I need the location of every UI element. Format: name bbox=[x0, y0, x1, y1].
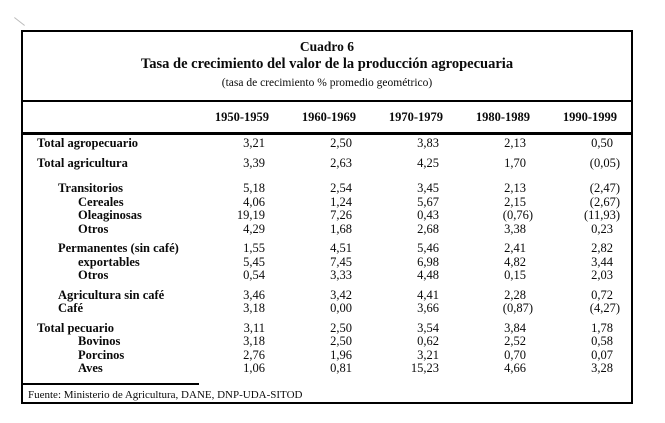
cell-value: (2,47) bbox=[589, 181, 620, 195]
cell-value: 1,78 bbox=[591, 320, 613, 335]
cell-value: 2,54 bbox=[330, 181, 352, 195]
cell-value: 3,21 bbox=[243, 136, 265, 150]
value-cell bbox=[533, 349, 620, 363]
value-cell bbox=[359, 362, 446, 376]
table-caption: Cuadro 6 bbox=[299, 39, 355, 54]
cell-value: 4,29 bbox=[243, 221, 265, 236]
column-header-row bbox=[23, 102, 631, 135]
cell-value: 0,00 bbox=[330, 301, 352, 315]
value-cell bbox=[185, 157, 272, 171]
cell-value: (0,87) bbox=[502, 301, 533, 315]
cell-value: 5,45 bbox=[243, 254, 265, 269]
value-cell bbox=[533, 209, 620, 223]
cell-value: 3,39 bbox=[243, 155, 265, 170]
value-cell bbox=[359, 242, 446, 256]
value-cell bbox=[272, 362, 359, 376]
table-row bbox=[23, 289, 631, 303]
value-cell bbox=[359, 157, 446, 171]
value-cell bbox=[359, 269, 446, 283]
cell-value: 4,06 bbox=[243, 194, 265, 209]
value-cell bbox=[272, 196, 359, 210]
value-cell bbox=[446, 322, 533, 336]
table-row bbox=[23, 242, 631, 256]
cell-value: 3,38 bbox=[504, 221, 526, 236]
cell-value: (0,76) bbox=[502, 208, 533, 222]
table-row bbox=[23, 322, 631, 336]
cell-value: 0,50 bbox=[591, 136, 613, 150]
table-row bbox=[23, 349, 631, 363]
row-label: Otros bbox=[78, 268, 109, 282]
value-cell bbox=[272, 322, 359, 336]
table-row bbox=[23, 196, 631, 210]
cell-value: 0,58 bbox=[591, 334, 613, 348]
cell-value: 3,28 bbox=[591, 361, 613, 375]
value-cell bbox=[446, 196, 533, 210]
value-cell bbox=[446, 289, 533, 303]
row-label: Transitorios bbox=[58, 181, 124, 195]
value-cell bbox=[272, 157, 359, 171]
value-cell bbox=[359, 322, 446, 336]
cell-value: 1,55 bbox=[243, 241, 265, 255]
value-cell bbox=[185, 349, 272, 363]
cell-value: 5,18 bbox=[243, 181, 265, 195]
cell-value: 2,28 bbox=[504, 287, 526, 302]
value-cell bbox=[446, 256, 533, 270]
row-label: Porcinos bbox=[78, 347, 125, 362]
value-cell bbox=[446, 349, 533, 363]
table-body bbox=[23, 135, 631, 376]
value-cell bbox=[359, 349, 446, 363]
value-cell bbox=[446, 182, 533, 196]
cell-value: 5,67 bbox=[417, 194, 439, 209]
cell-value: 2,50 bbox=[330, 334, 352, 348]
value-cell bbox=[359, 137, 446, 151]
table-row bbox=[23, 362, 631, 376]
row-label: exportables bbox=[78, 254, 140, 269]
cell-value: 3,44 bbox=[591, 254, 613, 269]
value-cell bbox=[359, 335, 446, 349]
value-cell bbox=[185, 362, 272, 376]
cell-value: 0,81 bbox=[330, 361, 352, 375]
value-cell bbox=[359, 196, 446, 210]
cell-value: 3,84 bbox=[504, 320, 526, 335]
cell-value: 0,15 bbox=[504, 268, 526, 282]
value-cell bbox=[359, 256, 446, 270]
cell-value: 2,41 bbox=[504, 241, 526, 255]
value-cell bbox=[533, 223, 620, 237]
column-header: 1950-1959 bbox=[214, 109, 269, 124]
table-row bbox=[23, 137, 631, 151]
column-header: 1960-1969 bbox=[301, 109, 356, 124]
table-row bbox=[23, 182, 631, 196]
cell-value: (0,05) bbox=[589, 155, 620, 170]
cell-value: 3,45 bbox=[417, 181, 439, 195]
value-cell bbox=[359, 223, 446, 237]
source-note: Fuente: Ministerio de Agricultura, DANE, DNP-UDA-SITOD bbox=[28, 388, 303, 401]
table-frame bbox=[21, 30, 633, 404]
cell-value: 3,46 bbox=[243, 287, 265, 302]
cell-value: 0,54 bbox=[243, 268, 265, 282]
cell-value: 1,68 bbox=[330, 221, 352, 236]
value-cell bbox=[185, 322, 272, 336]
cell-value: 7,26 bbox=[330, 208, 352, 222]
cell-value: 2,03 bbox=[591, 268, 613, 282]
value-cell bbox=[185, 256, 272, 270]
value-cell bbox=[359, 302, 446, 316]
cell-value: 4,51 bbox=[330, 241, 352, 255]
row-label: Total agropecuario bbox=[37, 136, 139, 150]
cell-value: 3,18 bbox=[243, 301, 265, 315]
cell-value: 4,48 bbox=[417, 268, 439, 282]
value-cell bbox=[446, 362, 533, 376]
cell-value: 2,13 bbox=[504, 181, 526, 195]
cell-value: 0,43 bbox=[417, 208, 439, 222]
cell-value: 2,82 bbox=[591, 241, 613, 255]
cell-value: 6,98 bbox=[417, 254, 439, 269]
cell-value: 1,70 bbox=[504, 155, 526, 170]
value-cell bbox=[533, 335, 620, 349]
row-label: Cereales bbox=[78, 194, 124, 209]
cell-value: 7,45 bbox=[330, 254, 352, 269]
value-cell bbox=[185, 196, 272, 210]
value-cell bbox=[272, 269, 359, 283]
cell-value: 3,42 bbox=[330, 287, 352, 302]
cell-value: 4,41 bbox=[417, 287, 439, 302]
value-cell bbox=[272, 335, 359, 349]
value-cell bbox=[533, 256, 620, 270]
row-label: Café bbox=[58, 301, 83, 315]
table-row bbox=[23, 302, 631, 316]
cell-value: 1,24 bbox=[330, 194, 352, 209]
value-cell bbox=[446, 157, 533, 171]
cell-value: 2,68 bbox=[417, 221, 439, 236]
cell-value: (11,93) bbox=[584, 208, 620, 222]
value-cell bbox=[185, 302, 272, 316]
cell-value: 4,25 bbox=[417, 155, 439, 170]
value-cell bbox=[446, 137, 533, 151]
value-cell bbox=[359, 209, 446, 223]
value-cell bbox=[533, 196, 620, 210]
value-cell bbox=[185, 182, 272, 196]
column-header: 1990-1999 bbox=[562, 109, 617, 124]
column-header: 1970-1979 bbox=[388, 109, 443, 124]
row-label: Oleaginosas bbox=[78, 208, 142, 222]
value-cell bbox=[272, 209, 359, 223]
value-cell bbox=[446, 223, 533, 237]
cell-value: 1,06 bbox=[243, 361, 265, 375]
value-cell bbox=[359, 182, 446, 196]
value-cell bbox=[533, 242, 620, 256]
cell-value: 0,72 bbox=[591, 287, 613, 302]
value-cell bbox=[272, 289, 359, 303]
value-cell bbox=[533, 289, 620, 303]
row-label: Bovinos bbox=[78, 334, 121, 348]
value-cell bbox=[185, 223, 272, 237]
cell-value: 4,66 bbox=[504, 361, 526, 375]
cell-value: 2,15 bbox=[504, 194, 526, 209]
table-row bbox=[23, 256, 631, 270]
cell-value: 3,21 bbox=[417, 347, 439, 362]
row-label: Agricultura sin café bbox=[58, 287, 165, 302]
value-cell bbox=[446, 269, 533, 283]
value-cell bbox=[533, 157, 620, 171]
table-row bbox=[23, 157, 631, 171]
cell-value: 3,18 bbox=[243, 334, 265, 348]
row-label: Total pecuario bbox=[37, 320, 114, 335]
row-label: Permanentes (sin café) bbox=[58, 241, 179, 255]
value-cell bbox=[533, 137, 620, 151]
table-row bbox=[23, 335, 631, 349]
value-cell bbox=[533, 182, 620, 196]
cell-value: 3,66 bbox=[417, 301, 439, 315]
value-cell bbox=[446, 302, 533, 316]
cell-value: 0,62 bbox=[417, 334, 439, 348]
cell-value: (4,27) bbox=[589, 301, 620, 315]
cell-value: 19,19 bbox=[236, 208, 265, 222]
cell-value: 2,50 bbox=[330, 320, 352, 335]
cell-value: 2,50 bbox=[330, 136, 352, 150]
cell-value: 2,63 bbox=[330, 155, 352, 170]
cell-value: 2,76 bbox=[243, 347, 265, 362]
value-cell bbox=[446, 335, 533, 349]
value-cell bbox=[185, 335, 272, 349]
cell-value: 1,96 bbox=[330, 347, 352, 362]
row-label: Otros bbox=[78, 221, 109, 236]
cell-value: 15,23 bbox=[410, 361, 439, 375]
cell-value: 5,46 bbox=[417, 241, 439, 255]
cell-value: 0,07 bbox=[591, 347, 613, 362]
value-cell bbox=[272, 256, 359, 270]
value-cell bbox=[533, 362, 620, 376]
value-cell bbox=[185, 209, 272, 223]
value-cell bbox=[272, 182, 359, 196]
value-cell bbox=[533, 302, 620, 316]
value-cell bbox=[359, 289, 446, 303]
value-cell bbox=[446, 242, 533, 256]
row-label: Total agricultura bbox=[37, 155, 128, 170]
table-row bbox=[23, 223, 631, 237]
table-title: Tasa de crecimiento del valor de la producción agropecuaria bbox=[140, 56, 514, 72]
row-label: Aves bbox=[78, 361, 103, 375]
cell-value: 4,82 bbox=[504, 254, 526, 269]
value-cell bbox=[272, 223, 359, 237]
value-cell bbox=[185, 137, 272, 151]
value-cell bbox=[185, 242, 272, 256]
table-row bbox=[23, 269, 631, 283]
cell-value: 3,54 bbox=[417, 320, 439, 335]
cell-value: 0,23 bbox=[591, 221, 613, 236]
cell-value: 3,11 bbox=[243, 320, 265, 335]
table-subtitle: (tasa de crecimiento % promedio geométrico) bbox=[221, 77, 433, 89]
value-cell bbox=[272, 137, 359, 151]
cell-value: 0,70 bbox=[504, 347, 526, 362]
cell-value: (2,67) bbox=[589, 194, 620, 209]
value-cell bbox=[533, 322, 620, 336]
value-cell bbox=[272, 349, 359, 363]
value-cell bbox=[446, 209, 533, 223]
value-cell bbox=[185, 289, 272, 303]
cell-value: 3,83 bbox=[417, 136, 439, 150]
cell-value: 2,52 bbox=[504, 334, 526, 348]
value-cell bbox=[185, 269, 272, 283]
value-cell bbox=[272, 302, 359, 316]
cell-value: 2,13 bbox=[504, 136, 526, 150]
value-cell bbox=[272, 242, 359, 256]
table-row bbox=[23, 209, 631, 223]
table-title-block bbox=[23, 32, 631, 102]
scan-artifact bbox=[14, 17, 25, 26]
cell-value: 3,33 bbox=[330, 268, 352, 282]
value-cell bbox=[533, 269, 620, 283]
column-header: 1980-1989 bbox=[475, 109, 530, 124]
